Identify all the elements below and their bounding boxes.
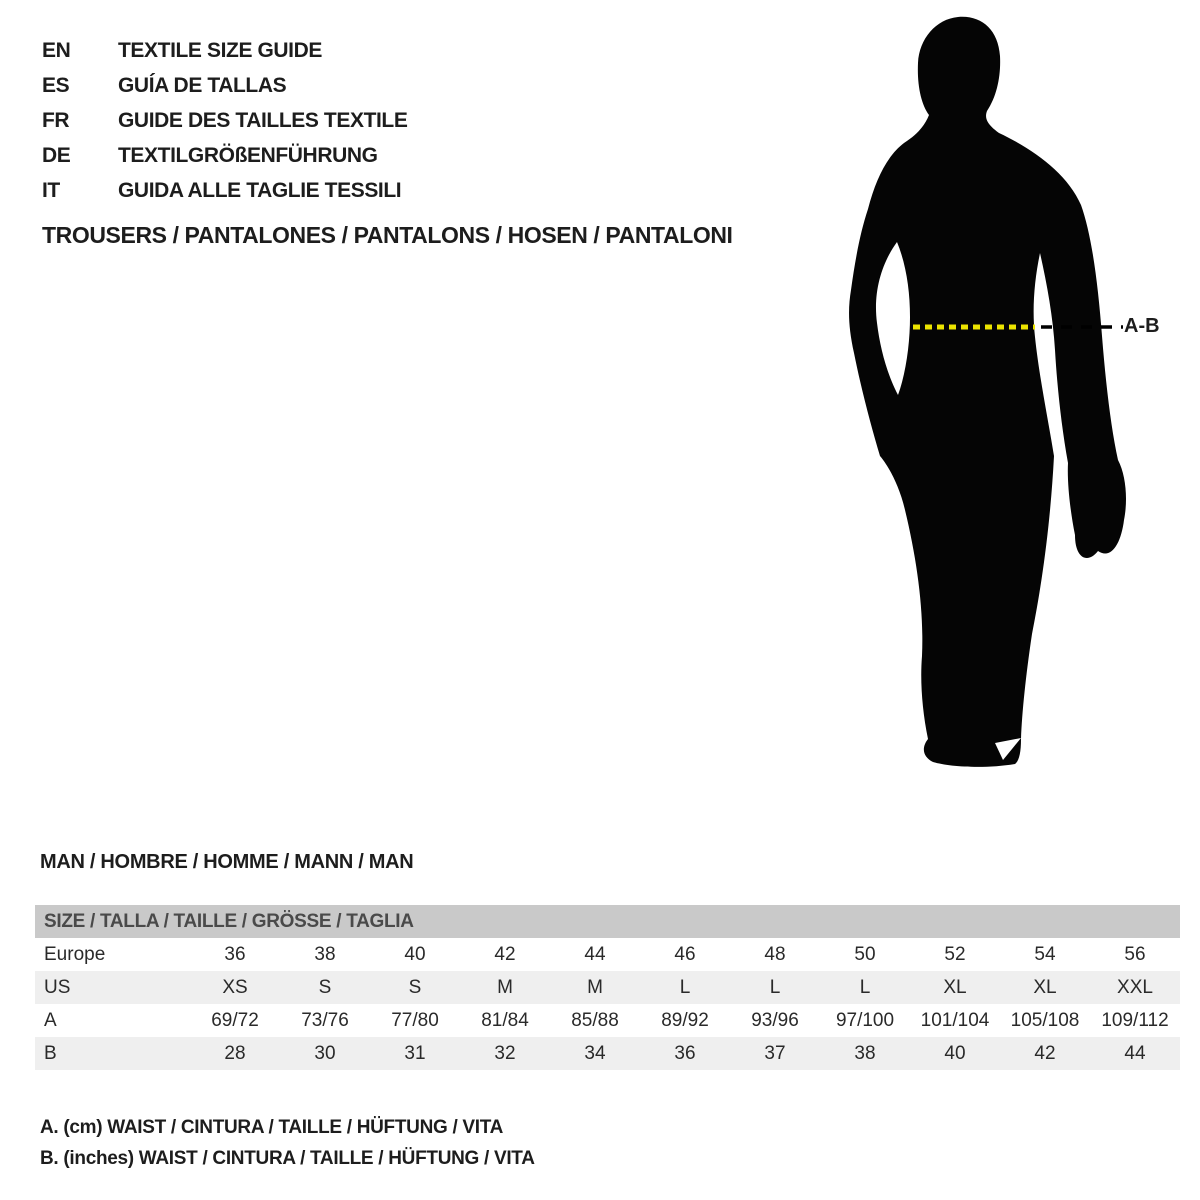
language-code: EN bbox=[42, 38, 71, 62]
language-label: GUIDE DES TAILLES TEXTILE bbox=[118, 108, 408, 132]
size-cell: 44 bbox=[584, 943, 606, 965]
table-row bbox=[35, 971, 1180, 1004]
size-cell: L bbox=[769, 976, 781, 998]
size-cell: 38 bbox=[314, 943, 336, 965]
size-cell: S bbox=[408, 976, 422, 998]
row-label: B bbox=[44, 1042, 57, 1064]
size-cell: M bbox=[497, 976, 513, 998]
size-cell: 97/100 bbox=[835, 1009, 895, 1031]
table-row bbox=[35, 938, 1180, 971]
size-cell: 89/92 bbox=[661, 1009, 709, 1031]
table-row bbox=[35, 1004, 1180, 1037]
size-cell: 109/112 bbox=[1101, 1009, 1169, 1031]
size-cell: 52 bbox=[944, 943, 966, 965]
size-cell: S bbox=[318, 976, 332, 998]
size-cell: 93/96 bbox=[751, 1009, 799, 1031]
size-cell: 105/108 bbox=[1010, 1009, 1080, 1031]
size-cell: 34 bbox=[584, 1042, 606, 1064]
row-label: A bbox=[44, 1009, 57, 1031]
size-cell: 40 bbox=[404, 943, 426, 965]
size-cell: XXL bbox=[1117, 976, 1153, 998]
man-silhouette-figure bbox=[835, 12, 1200, 772]
language-row bbox=[42, 68, 407, 103]
man-silhouette bbox=[849, 17, 1126, 767]
size-table-header: SIZE / TALLA / TAILLE / GRÖSSE / TAGLIA bbox=[35, 905, 1180, 938]
size-cell: 42 bbox=[494, 943, 516, 965]
size-cell: 101/104 bbox=[920, 1009, 990, 1031]
footnote-b: B. (inches) WAIST / CINTURA / TAILLE / HÜFTUNG / VITA bbox=[40, 1147, 535, 1169]
size-cell: 69/72 bbox=[211, 1009, 259, 1031]
size-cell: 48 bbox=[764, 943, 786, 965]
size-cell: M bbox=[587, 976, 603, 998]
language-label: TEXTILGRÖßENFÜHRUNG bbox=[118, 143, 378, 167]
size-cell: L bbox=[679, 976, 691, 998]
size-cell: 32 bbox=[494, 1042, 516, 1064]
waist-measure-label: A-B bbox=[1124, 315, 1160, 337]
language-code: IT bbox=[42, 178, 60, 202]
size-cell: 81/84 bbox=[481, 1009, 529, 1031]
size-cell: 36 bbox=[224, 943, 246, 965]
size-cell: 37 bbox=[764, 1042, 786, 1064]
size-cell: 56 bbox=[1124, 943, 1146, 965]
size-table-body bbox=[35, 938, 1180, 1070]
size-table bbox=[35, 905, 1180, 1070]
size-cell: XS bbox=[222, 976, 248, 998]
section-heading-man: MAN / HOMBRE / HOMME / MANN / MAN bbox=[40, 851, 414, 873]
language-list bbox=[42, 33, 407, 208]
size-cell: 54 bbox=[1034, 943, 1056, 965]
size-cell: 44 bbox=[1124, 1042, 1146, 1064]
size-cell: XL bbox=[943, 976, 967, 998]
size-cell: 46 bbox=[674, 943, 696, 965]
size-cell: 40 bbox=[944, 1042, 966, 1064]
size-cell: L bbox=[859, 976, 871, 998]
table-row bbox=[35, 1037, 1180, 1070]
size-cell: 38 bbox=[854, 1042, 876, 1064]
category-title: TROUSERS / PANTALONES / PANTALONS / HOSEN / PANTALONI bbox=[42, 222, 733, 248]
language-code: FR bbox=[42, 108, 70, 132]
language-row bbox=[42, 33, 407, 68]
size-cell: 85/88 bbox=[571, 1009, 619, 1031]
footnotes bbox=[40, 1112, 535, 1174]
language-code: ES bbox=[42, 73, 70, 97]
language-row bbox=[42, 173, 407, 208]
size-cell: 50 bbox=[854, 943, 876, 965]
language-code: DE bbox=[42, 143, 71, 167]
row-label: Europe bbox=[44, 943, 106, 965]
footnote-a: A. (cm) WAIST / CINTURA / TAILLE / HÜFTUNG / VITA bbox=[40, 1116, 504, 1138]
size-cell: 77/80 bbox=[391, 1009, 439, 1031]
size-cell: 30 bbox=[314, 1042, 336, 1064]
language-label: GUIDA ALLE TAGLIE TESSILI bbox=[118, 178, 402, 202]
size-cell: 28 bbox=[224, 1042, 246, 1064]
size-cell: 31 bbox=[404, 1042, 426, 1064]
size-cell: XL bbox=[1033, 976, 1057, 998]
size-cell: 73/76 bbox=[301, 1009, 349, 1031]
size-cell: 42 bbox=[1034, 1042, 1056, 1064]
language-label: TEXTILE SIZE GUIDE bbox=[118, 38, 322, 62]
language-row bbox=[42, 103, 407, 138]
language-row bbox=[42, 138, 407, 173]
row-label: US bbox=[44, 976, 71, 998]
size-cell: 36 bbox=[674, 1042, 696, 1064]
language-label: GUÍA DE TALLAS bbox=[118, 73, 287, 97]
